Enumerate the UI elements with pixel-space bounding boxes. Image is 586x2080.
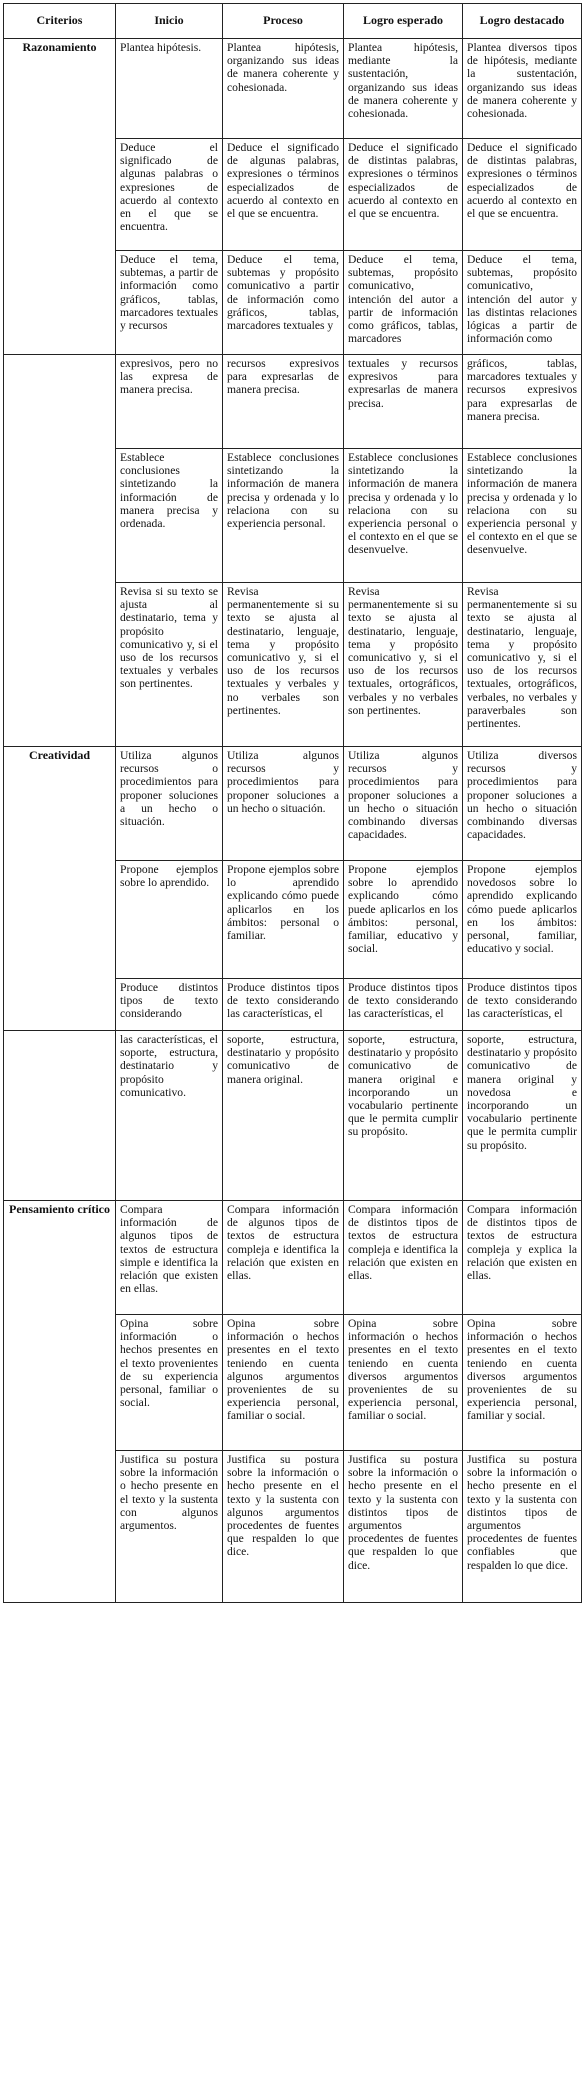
cell-text: Produce distintos tipos de texto considerando las características, el	[467, 981, 577, 1021]
header-logro-destacado: Logro destacado	[463, 4, 582, 39]
table-cell	[463, 1315, 582, 1451]
table-cell	[116, 355, 223, 449]
cell-text: Justifica su postura sobre la información o hecho presente en el texto y la sustenta con algunos argumentos procedentes de fuentes que respalden lo que dice.	[227, 1453, 339, 1559]
table-cell	[223, 979, 344, 1031]
table-cell	[344, 1201, 463, 1315]
table-cell	[223, 449, 344, 583]
table-cell	[463, 1031, 582, 1201]
cell-text: Compara información de algunos tipos de textos de estructura compleja e identifica la relación que existen en ellas.	[227, 1203, 339, 1283]
table-cell	[344, 1031, 463, 1201]
table-cell	[223, 583, 344, 747]
table-cell	[116, 139, 223, 251]
table-row	[4, 39, 582, 139]
cell-text: Deduce el tema, subtemas y propósito comunicativo a partir de información como gráficos, tablas, marcadores textuales y	[227, 253, 339, 333]
table-cell	[463, 979, 582, 1031]
table-cell	[344, 139, 463, 251]
table-cell	[223, 139, 344, 251]
header-row	[4, 4, 582, 39]
table-cell	[116, 1451, 223, 1603]
cell-text: Compara información de distintos tipos de textos de estructura compleja y explica la relación que existen en ellas.	[467, 1203, 577, 1283]
table-cell	[223, 861, 344, 979]
cell-text: Opina sobre información o hechos presentes en el texto teniendo en cuenta diversos argumentos provenientes de su experiencia personal, familiar o social.	[348, 1317, 458, 1423]
cell-text: Establece conclusiones sintetizando la información de manera precisa y ordenada y lo relaciona con su experiencia personal.	[227, 451, 339, 531]
table-cell	[116, 747, 223, 861]
cell-text: Establece conclusiones sintetizando la información de manera precisa y ordenada y lo relaciona con su experiencia personal o el contexto en el que se desenvuelve.	[348, 451, 458, 557]
cell-text: Opina sobre información o hechos presentes en el texto teniendo en cuenta diversos argumentos provenientes de su experiencia personal, familiar y social.	[467, 1317, 577, 1423]
criterion-razonamiento-b	[4, 355, 116, 747]
table-row	[4, 1031, 582, 1201]
table-cell	[116, 1031, 223, 1201]
criterion-creatividad-a: Creatividad	[4, 747, 116, 1031]
table-cell	[223, 747, 344, 861]
table-cell	[344, 1451, 463, 1603]
cell-text: Deduce el tema, subtemas, a partir de información como gráficos, tablas, marcadores textuales y recursos	[120, 253, 218, 333]
cell-text: Utiliza diversos recursos y procedimientos para proponer soluciones a un hecho o situación combinando diversas capacidades.	[467, 749, 577, 842]
cell-text: Deduce el tema, subtemas, propósito comunicativo, intención del autor a partir de información como gráficos, tablas, marcadores	[348, 253, 458, 346]
cell-text: Propone ejemplos sobre lo aprendido explicando cómo puede aplicarlos en los ámbitos: personal, familiar, educativo y social.	[348, 863, 458, 956]
table-cell	[116, 449, 223, 583]
table-cell	[344, 1315, 463, 1451]
rubric-table	[3, 3, 582, 1603]
cell-text: recursos expresivos para expresarlas de manera precisa.	[227, 357, 339, 397]
cell-text: Revisa permanentemente si su texto se ajusta al destinatario, lenguaje, tema y propósito comunicativo y, si el uso de los recursos textuales, ortográficos, verbales y no verbales son pertinentes.	[348, 585, 458, 717]
cell-text: Plantea hipótesis.	[120, 41, 202, 54]
cell-text: Compara información de distintos tipos de textos de estructura compleja e identifica la relación que existen en ellas.	[348, 1203, 458, 1283]
table-cell	[463, 355, 582, 449]
table-cell	[463, 1451, 582, 1603]
table-cell	[223, 39, 344, 139]
criterion-razonamiento-a: Razonamiento	[4, 39, 116, 355]
cell-text: Justifica su postura sobre la información o hecho presente en el texto y la sustenta con distintos tipos de argumentos procedentes de fuentes que respalden lo que dice.	[348, 1453, 458, 1572]
table-row	[4, 1201, 582, 1315]
table-cell	[223, 1201, 344, 1315]
cell-text: gráficos, tablas, marcadores textuales y recursos expresivos para expresarlas de manera precisa.	[467, 357, 577, 423]
cell-text: expresivos, pero no las expresa de manera precisa.	[120, 357, 218, 397]
cell-text: Revisa permanentemente si su texto se ajusta al destinatario, lenguaje, tema y propósito comunicativo y, si el uso de los recursos textuales, ortográficos, verbales, no verbales y paraverbales son pertinentes.	[467, 585, 577, 731]
cell-text: Utiliza algunos recursos y procedimientos para proponer soluciones a un hecho o situación combinando diversas capacidades.	[348, 749, 458, 842]
cell-text: Produce distintos tipos de texto considerando las características, el	[348, 981, 458, 1021]
cell-text: Plantea hipótesis, mediante la sustentación, organizando sus ideas de manera coherente y cohesionada.	[348, 41, 458, 121]
table-cell	[463, 251, 582, 355]
table-cell	[344, 39, 463, 139]
cell-text: Establece conclusiones sintetizando la información de manera precisa y ordenada y lo relaciona con su experiencia personal y el contexto en el que se desenvuelve.	[467, 451, 577, 557]
cell-text: Justifica su postura sobre la información o hecho presente en el texto y la sustenta con distintos tipos de argumentos procedentes de fuentes confiables que respalden lo que dice.	[467, 1453, 577, 1572]
cell-text: soporte, estructura, destinatario y propósito comunicativo de manera original e incorporando un vocabulario pertinente que le permita cumplir su propósito.	[348, 1033, 458, 1139]
table-cell	[116, 39, 223, 139]
table-cell	[463, 449, 582, 583]
table-cell	[463, 139, 582, 251]
cell-text: Propone ejemplos novedosos sobre lo aprendido explicando cómo puede aplicarlos en los ámbitos: personal, familiar, educativo y social.	[467, 863, 577, 956]
table-cell	[463, 861, 582, 979]
cell-text: Plantea hipótesis, organizando sus ideas de manera coherente y cohesionada.	[227, 41, 339, 94]
criterion-pensamiento-critico: Pensamiento crítico	[4, 1201, 116, 1603]
header-logro-esperado: Logro esperado	[344, 4, 463, 39]
table-cell	[116, 251, 223, 355]
cell-text: Utiliza algunos recursos y procedimientos para proponer soluciones a un hecho o situación.	[227, 749, 339, 815]
table-cell	[463, 747, 582, 861]
cell-text: Justifica su postura sobre la información o hecho presente en el texto y la sustenta con algunos argumentos.	[120, 1453, 218, 1533]
cell-text: Plantea diversos tipos de hipótesis, mediante la sustentación, organizando sus ideas de manera coherente y cohesionada.	[467, 41, 577, 121]
cell-text: Propone ejemplos sobre lo aprendido explicando cómo puede aplicarlos en los ámbitos: personal o familiar.	[227, 863, 339, 943]
cell-text: soporte, estructura, destinatario y propósito comunicativo de manera original y novedosa e incorporando un vocabulario pertinente que le permita cumplir su propósito.	[467, 1033, 577, 1152]
rubric-document	[3, 3, 581, 1603]
cell-text: Deduce el significado de algunas palabras o expresiones de acuerdo al contexto en el que se encuentra.	[120, 141, 218, 234]
criterion-creatividad-b	[4, 1031, 116, 1201]
table-cell	[223, 251, 344, 355]
table-cell	[463, 39, 582, 139]
table-cell	[344, 747, 463, 861]
table-cell	[344, 251, 463, 355]
table-cell	[463, 1201, 582, 1315]
table-cell	[116, 979, 223, 1031]
table-cell	[463, 583, 582, 747]
cell-text: Revisa si su texto se ajusta al destinatario, tema y propósito comunicativo y, si el uso de los recursos textuales y verbales son pertinentes.	[120, 585, 218, 691]
cell-text: Deduce el tema, subtemas, propósito comunicativo, intención del autor y las distintas relaciones lógicas a partir de información como	[467, 253, 577, 346]
cell-text: Deduce el significado de distintas palabras, expresiones o términos especializados de acuerdo al contexto en el que se encuentra.	[348, 141, 458, 221]
table-cell	[116, 1315, 223, 1451]
table-cell	[223, 1031, 344, 1201]
cell-text: Produce distintos tipos de texto considerando	[120, 981, 218, 1021]
cell-text: textuales y recursos expresivos para expresarlas de manera precisa.	[348, 357, 458, 410]
rubric-body	[4, 39, 582, 1603]
table-row	[4, 355, 582, 449]
cell-text: Opina sobre información o hechos presentes en el texto teniendo en cuenta algunos argumentos provenientes de su experiencia personal, familiar o social.	[227, 1317, 339, 1423]
table-cell	[344, 979, 463, 1031]
cell-text: Deduce el significado de algunas palabras, expresiones o términos especializados de acuerdo al contexto en el que se encuentra.	[227, 141, 339, 221]
cell-text: Deduce el significado de distintas palabras, expresiones o términos especializados de acuerdo al contexto en el que se encuentra.	[467, 141, 577, 221]
cell-text: soporte, estructura, destinatario y propósito comunicativo de manera original.	[227, 1033, 339, 1086]
table-cell	[116, 1201, 223, 1315]
header-inicio: Inicio	[116, 4, 223, 39]
table-cell	[223, 1315, 344, 1451]
cell-text: Compara información de algunos tipos de textos de estructura simple e identifica la relación que existen en ellas.	[120, 1203, 218, 1296]
header-criterios: Criterios	[4, 4, 116, 39]
cell-text: Produce distintos tipos de texto considerando las características, el	[227, 981, 339, 1021]
table-row	[4, 747, 582, 861]
table-cell	[223, 355, 344, 449]
cell-text: Utiliza algunos recursos o procedimientos para proponer soluciones a un hecho o situación.	[120, 749, 218, 829]
cell-text: Revisa permanentemente si su texto se ajusta al destinatario, lenguaje, tema y propósito comunicativo y, si el uso de los recursos textuales y verbales y no verbales son pertinentes.	[227, 585, 339, 717]
table-cell	[116, 583, 223, 747]
table-cell	[223, 1451, 344, 1603]
table-cell	[344, 583, 463, 747]
header-proceso: Proceso	[223, 4, 344, 39]
table-cell	[344, 449, 463, 583]
cell-text: las características, el soporte, estructura, destinatario y propósito comunicativo.	[120, 1033, 218, 1099]
cell-text: Establece conclusiones sintetizando la información de manera precisa y ordenada.	[120, 451, 218, 531]
cell-text: Opina sobre información o hechos presentes en el texto provenientes de su experiencia personal, familiar o social.	[120, 1317, 218, 1410]
table-cell	[344, 861, 463, 979]
table-cell	[116, 861, 223, 979]
table-cell	[344, 355, 463, 449]
cell-text: Propone ejemplos sobre lo aprendido.	[120, 863, 218, 890]
